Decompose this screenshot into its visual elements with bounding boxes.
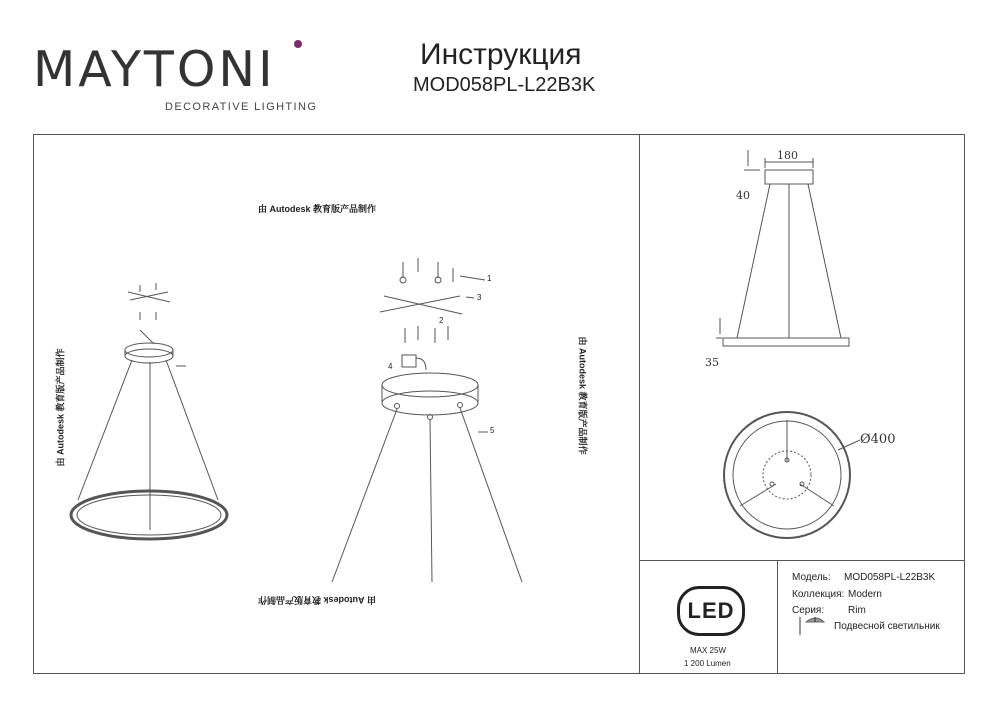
logo-accent-dot <box>294 40 302 48</box>
callout-1: 1 <box>487 274 492 283</box>
collection-label: Коллекция: <box>792 589 845 600</box>
power-rating: MAX 25W <box>690 646 727 655</box>
led-badge: LED <box>677 586 745 636</box>
callout-4: 4 <box>388 362 393 371</box>
dimension-width-top: 180 <box>777 149 798 162</box>
lamp-type: Подвесной светильник <box>834 621 940 632</box>
dimension-ring-height: 35 <box>705 356 719 369</box>
side-elevation-view <box>716 150 849 346</box>
lumen-rating: 1 200 Lumen <box>684 659 731 668</box>
pendant-lamp-icon <box>800 617 824 635</box>
dimension-diameter: Ø400 <box>860 432 896 447</box>
collection-value: Modern <box>848 589 882 600</box>
watermark-top: 由 Autodesk 教育版产品制作 <box>258 204 377 214</box>
dimension-canopy-height: 40 <box>736 189 750 202</box>
top-plan-view <box>724 412 860 538</box>
watermark-right: 由 Autodesk 教育版产品制作 <box>577 336 588 455</box>
series-label: Серия: <box>792 605 825 616</box>
series-value: Rim <box>848 605 866 616</box>
brand-logo: MAYTONI <box>33 41 276 98</box>
watermark-bottom: 由 Autodesk 教育版产品制作 <box>258 595 377 605</box>
callout-3: 3 <box>477 293 482 302</box>
watermark-left: 由 Autodesk 教育版产品制作 <box>55 348 66 467</box>
callout-5: 5 <box>490 426 495 435</box>
lamp-assembled-view <box>71 283 227 539</box>
model-number-header: MOD058PL-L22B3K <box>413 74 596 96</box>
model-label: Модель: <box>792 572 831 583</box>
lamp-exploded-view <box>332 258 522 582</box>
callout-2: 2 <box>439 316 444 325</box>
brand-tagline: DECORATIVE LIGHTING <box>165 101 318 113</box>
page-title: Инструкция <box>420 38 582 71</box>
model-value: MOD058PL-L22B3K <box>844 572 936 583</box>
